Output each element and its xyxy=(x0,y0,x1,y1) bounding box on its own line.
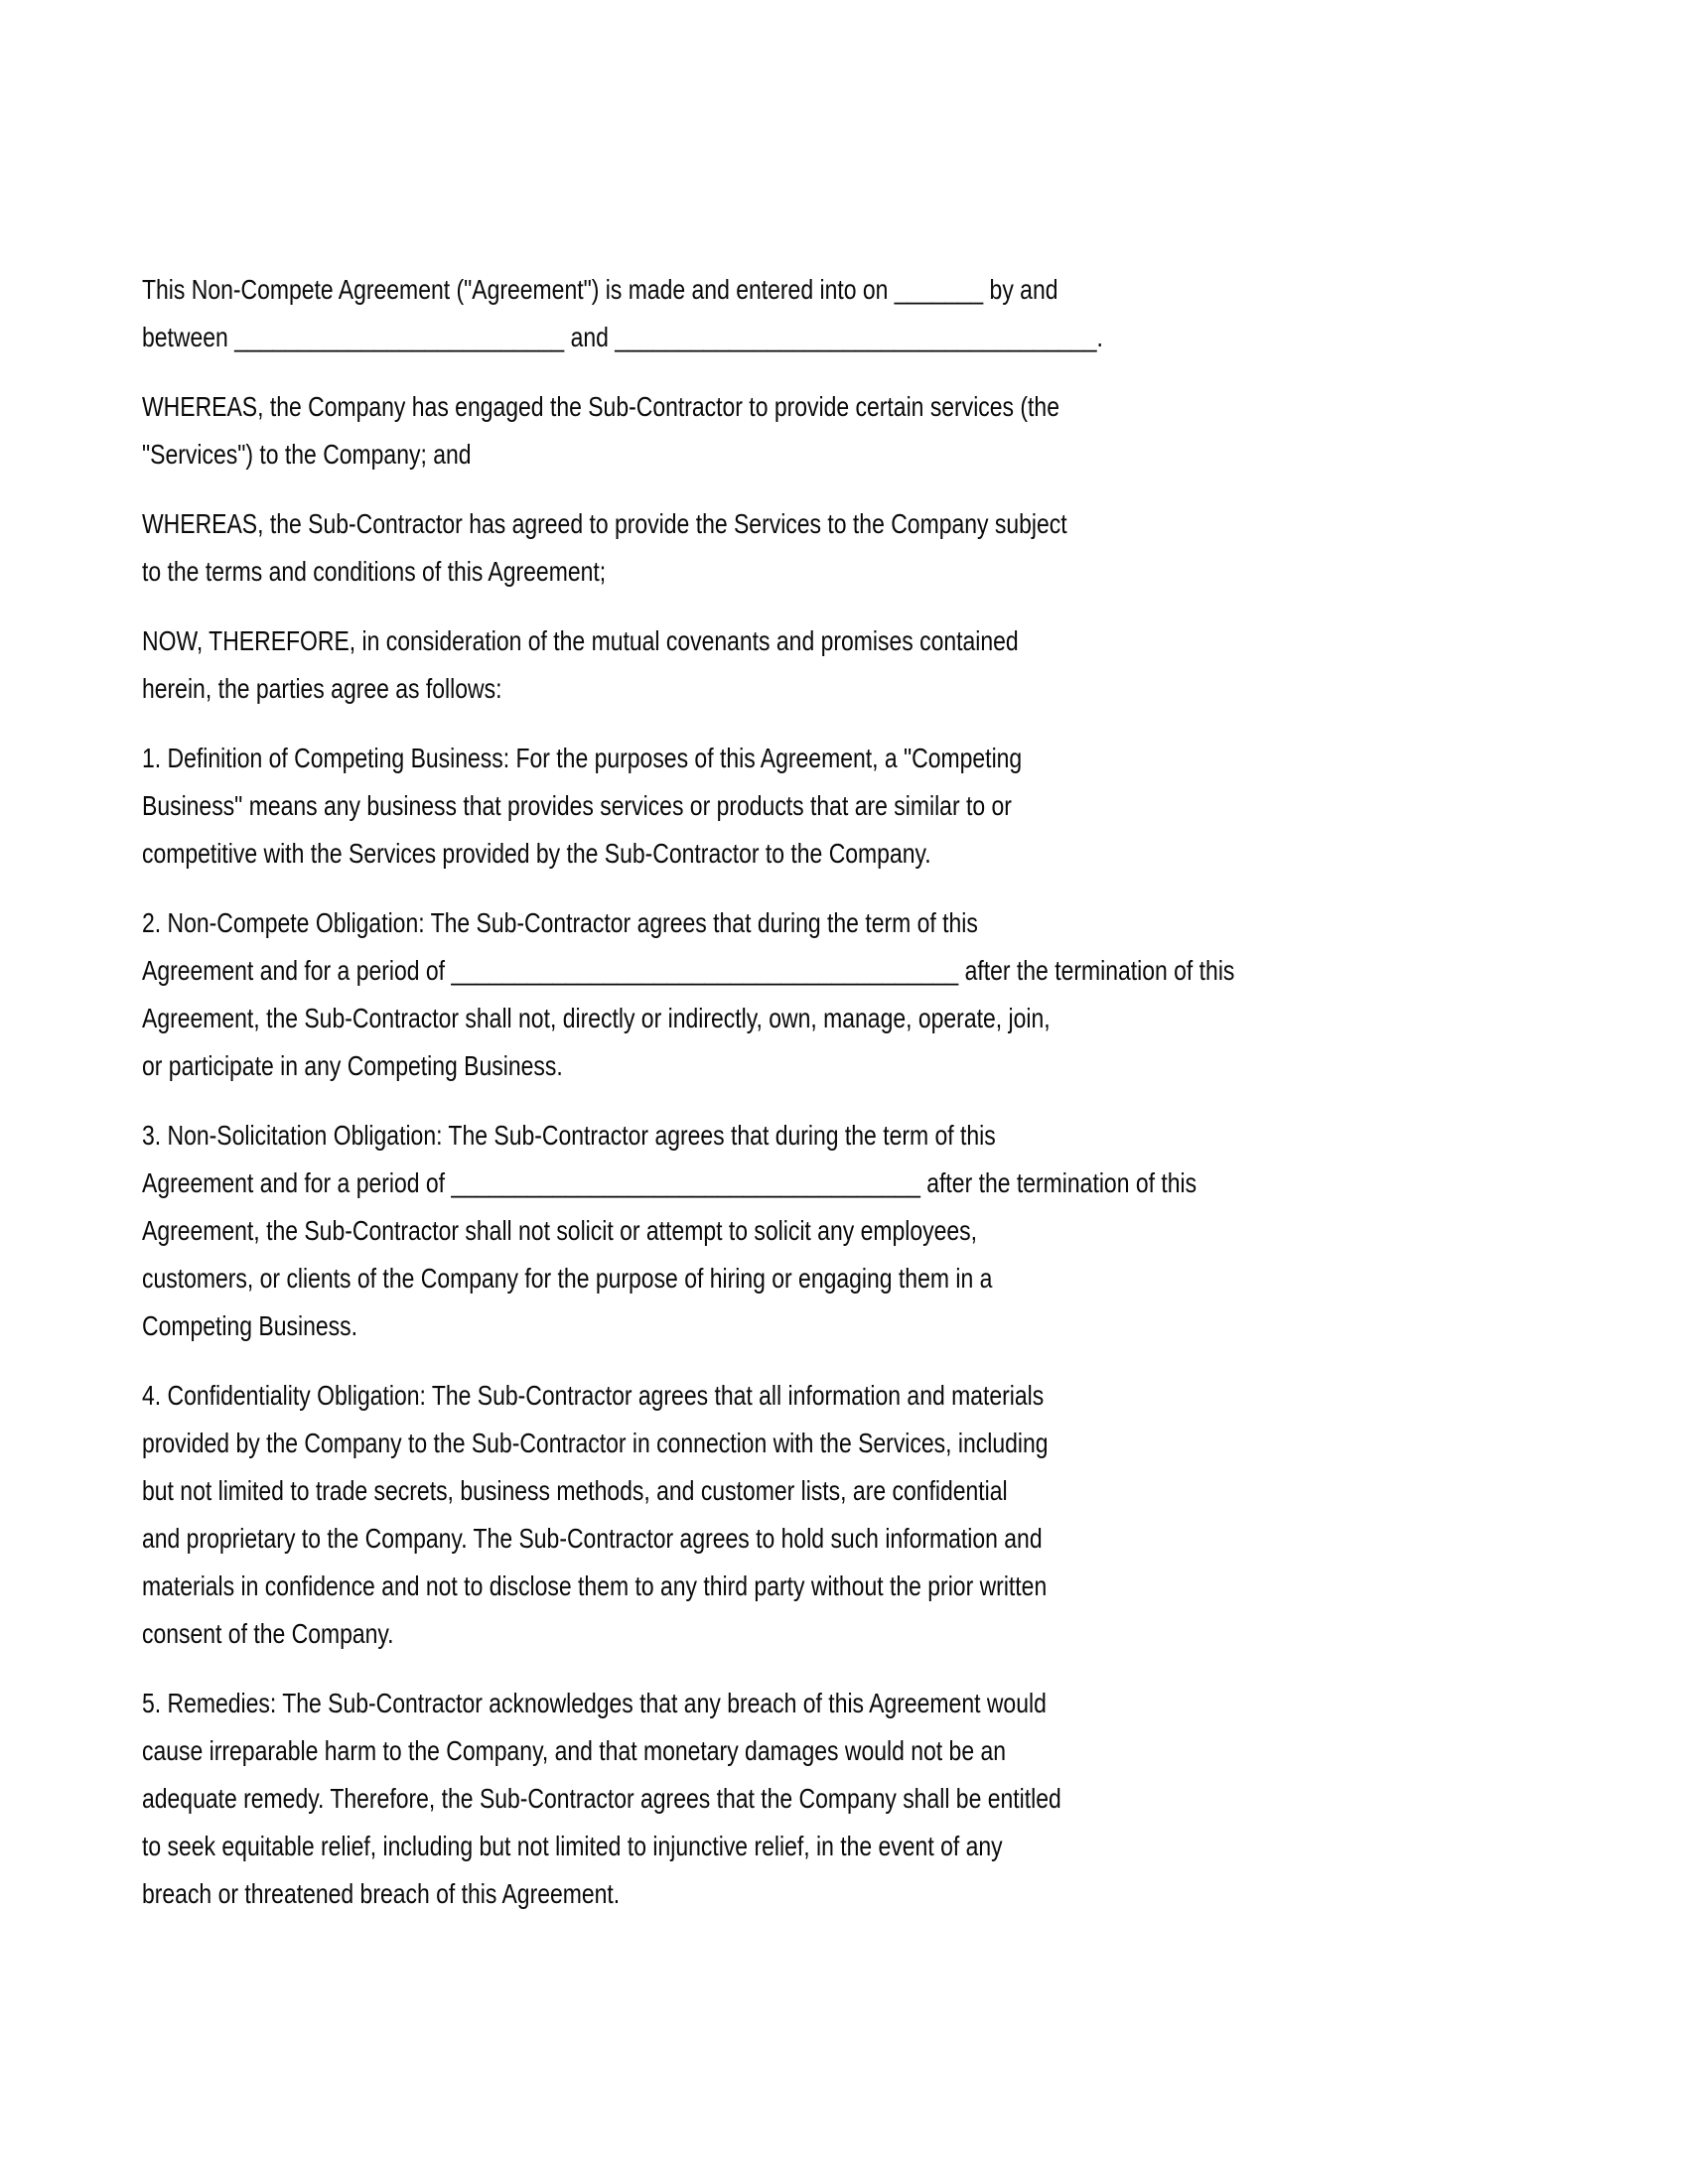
text-line: This Non-Compete Agreement ("Agreement") is made and entered into on _______ by and xyxy=(142,274,1058,305)
text-line: Business" means any business that provides services or products that are similar to or xyxy=(142,790,1012,821)
section-1-definition-of-competing-business xyxy=(142,735,1612,878)
text-line: to seek equitable relief, including but not limited to injunctive relief, in the event of any xyxy=(142,1831,1003,1861)
text-line: or participate in any Competing Business. xyxy=(142,1050,563,1081)
now-therefore-clause xyxy=(142,617,1612,713)
text-line: 2. Non-Compete Obligation: The Sub-Contractor agrees that during the term of this xyxy=(142,907,978,938)
text-line: between __________________________ and ______________________________________. xyxy=(142,322,1103,352)
text-line: 5. Remedies: The Sub-Contractor acknowledges that any breach of this Agreement would xyxy=(142,1688,1047,1718)
text-line: Agreement, the Sub-Contractor shall not, directly or indirectly, own, manage, operate, join, xyxy=(142,1003,1051,1033)
text-line: consent of the Company. xyxy=(142,1618,394,1649)
intro-paragraph xyxy=(142,266,1612,361)
text-line: 4. Confidentiality Obligation: The Sub-Contractor agrees that all information and materials xyxy=(142,1380,1045,1411)
text-line: Agreement, the Sub-Contractor shall not solicit or attempt to solicit any employees, xyxy=(142,1215,977,1246)
text-line: to the terms and conditions of this Agreement; xyxy=(142,556,607,587)
text-line: but not limited to trade secrets, business methods, and customer lists, are confidential xyxy=(142,1475,1008,1506)
whereas-company-clause xyxy=(142,383,1612,478)
text-line: Agreement and for a period of _____________________________________ after the termination of this xyxy=(142,1167,1197,1198)
text-line: 1. Definition of Competing Business: For the purposes of this Agreement, a "Competing xyxy=(142,743,1023,773)
section-3-non-solicitation-obligation xyxy=(142,1112,1612,1350)
text-line: Agreement and for a period of ________________________________________ after the termination of this xyxy=(142,955,1235,986)
text-line: adequate remedy. Therefore, the Sub-Contractor agrees that the Company shall be entitled xyxy=(142,1783,1061,1814)
whereas-subcontractor-clause xyxy=(142,500,1612,596)
section-5-remedies xyxy=(142,1680,1612,1918)
text-line: provided by the Company to the Sub-Contractor in connection with the Services, including xyxy=(142,1428,1049,1458)
text-line: Competing Business. xyxy=(142,1310,357,1341)
section-4-confidentiality-obligation xyxy=(142,1372,1612,1658)
text-line: 3. Non-Solicitation Obligation: The Sub-Contractor agrees that during the term of this xyxy=(142,1120,996,1151)
text-line: breach or threatened breach of this Agreement. xyxy=(142,1878,621,1909)
text-line: NOW, THEREFORE, in consideration of the mutual covenants and promises contained xyxy=(142,625,1019,656)
text-line: competitive with the Services provided by the Sub-Contractor to the Company. xyxy=(142,838,931,869)
section-2-non-compete-obligation xyxy=(142,899,1612,1090)
text-line: cause irreparable harm to the Company, and that monetary damages would not be an xyxy=(142,1735,1007,1766)
text-line: herein, the parties agree as follows: xyxy=(142,673,502,704)
text-line: WHEREAS, the Sub-Contractor has agreed to provide the Services to the Company subject xyxy=(142,508,1067,539)
text-line: customers, or clients of the Company for the purpose of hiring or engaging them in a xyxy=(142,1263,993,1294)
document-body xyxy=(142,266,1612,1940)
text-line: "Services") to the Company; and xyxy=(142,439,472,470)
text-line: materials in confidence and not to disclose them to any third party without the prior written xyxy=(142,1570,1048,1601)
text-line: WHEREAS, the Company has engaged the Sub-Contractor to provide certain services (the xyxy=(142,391,1059,422)
text-line: and proprietary to the Company. The Sub-Contractor agrees to hold such information and xyxy=(142,1523,1043,1554)
